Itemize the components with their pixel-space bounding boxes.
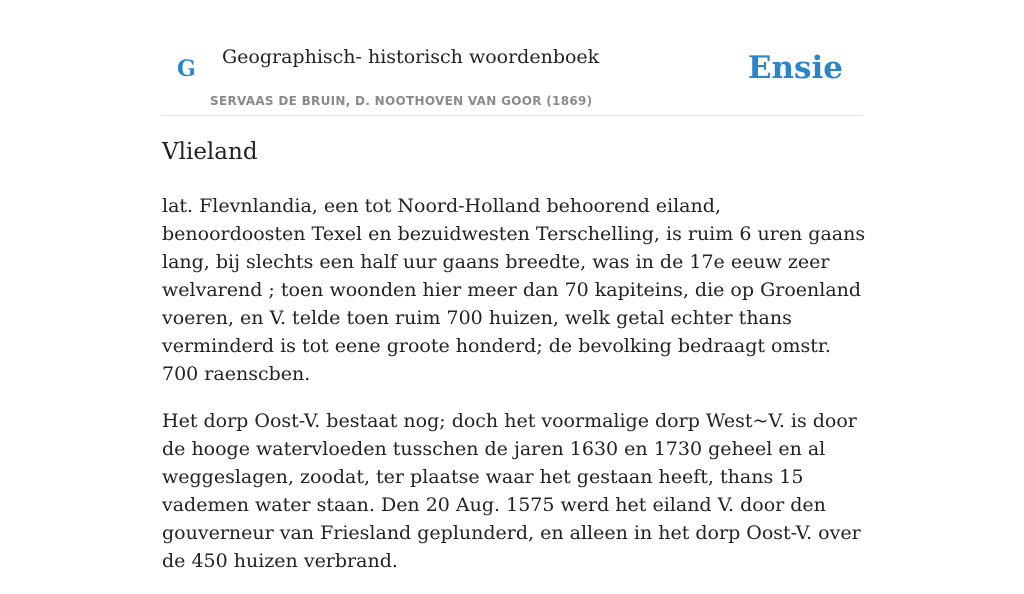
book-letter-icon[interactable]: G <box>177 56 196 82</box>
ensie-logo-link[interactable]: Ensie <box>747 50 843 86</box>
entry-title: Vlieland <box>162 139 258 165</box>
book-header <box>162 40 862 116</box>
entry-paragraph: Het dorp Oost-V. bestaat nog; doch het voormalige dorp West~V. is door de hooge watervloeden tusschen de jaren 1630 en 1730 geheel en al weggeslagen, zoodat, ter plaatse waar het gestaan heeft, thans 15 vademen water staan. Den 20 Aug. 1575 werd het eiland V. door den gouverneur van Friesland geplunderd, en alleen in het dorp Oost-V. over de 450 huizen verbrand. <box>162 410 861 572</box>
book-authors: SERVAAS DE BRUIN, D. NOOTHOVEN VAN GOOR (1869) <box>210 94 593 108</box>
book-title-link[interactable]: Geographisch- historisch woordenboek <box>222 46 600 68</box>
entry-paragraph: lat. Flevnlandia, een tot Noord-Holland behoorend eiland, benoordoosten Texel en bezuidwesten Terschelling, is ruim 6 uren gaans lang, bij slechts een half uur gaans breedte, was in de 17e eeuw zeer welvarend ; toen woonden hier meer dan 70 kapiteins, die op Groenland voeren, en V. telde toen ruim 700 huizen, welk getal echter thans verminderd is tot eene groote honderd; de bevolking bedraagt omstr. 700 raenscben. <box>162 195 866 385</box>
entry-body <box>162 192 867 594</box>
